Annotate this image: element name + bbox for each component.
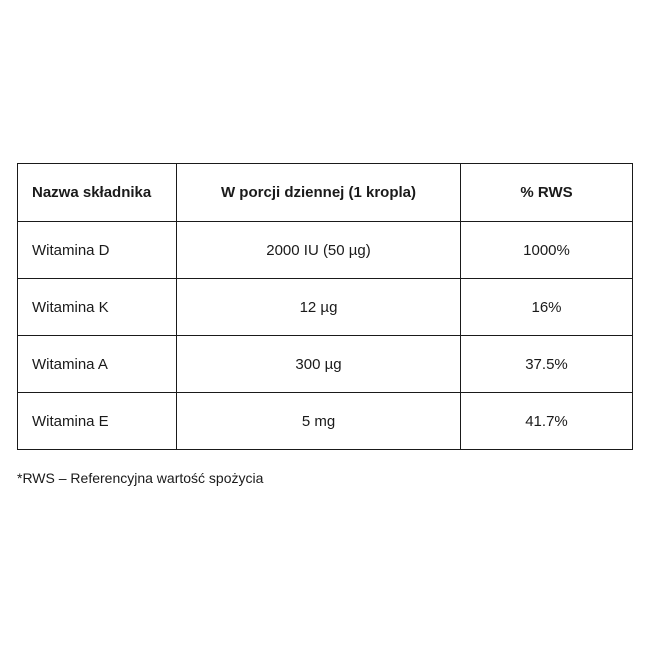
header-ingredient-name: Nazwa składnika	[18, 164, 177, 222]
ingredient-rws: 1000%	[461, 222, 633, 279]
table-row	[18, 336, 633, 393]
ingredient-rws: 37.5%	[461, 336, 633, 393]
ingredient-rws: 16%	[461, 279, 633, 336]
table-row	[18, 279, 633, 336]
ingredient-dose: 300 µg	[177, 336, 461, 393]
rws-footnote: *RWS – Referencyjna wartość spożycia	[17, 470, 264, 486]
nutrition-table	[17, 163, 633, 450]
header-rws-percent: % RWS	[461, 164, 633, 222]
ingredient-name: Witamina A	[18, 336, 177, 393]
table-row	[18, 393, 633, 450]
ingredient-name: Witamina D	[18, 222, 177, 279]
table-header-row	[18, 164, 633, 222]
ingredient-dose: 5 mg	[177, 393, 461, 450]
ingredient-rws: 41.7%	[461, 393, 633, 450]
ingredient-name: Witamina E	[18, 393, 177, 450]
table-row	[18, 222, 633, 279]
ingredient-dose: 12 µg	[177, 279, 461, 336]
header-daily-dose: W porcji dziennej (1 kropla)	[177, 164, 461, 222]
ingredient-dose: 2000 IU (50 µg)	[177, 222, 461, 279]
ingredient-name: Witamina K	[18, 279, 177, 336]
